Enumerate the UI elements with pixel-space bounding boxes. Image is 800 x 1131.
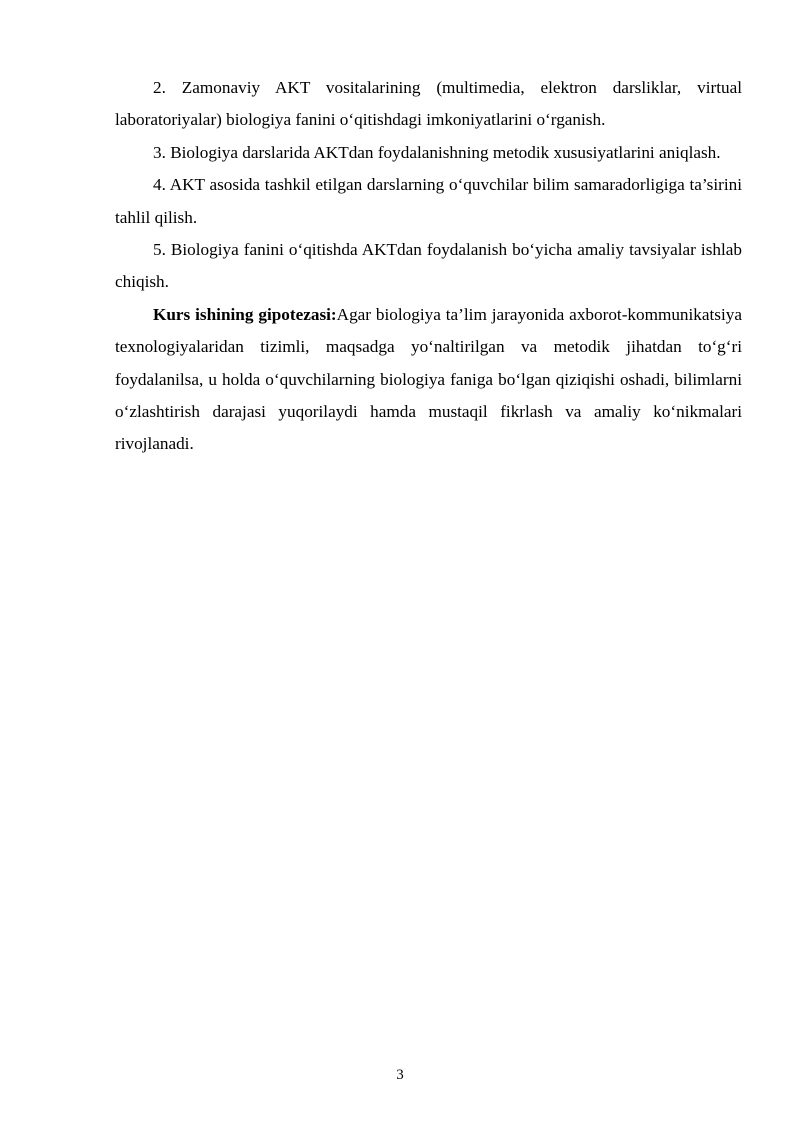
hypothesis-paragraph [115, 299, 742, 461]
hypothesis-label: Kurs ishining gipotezasi: [153, 304, 337, 324]
page-number: 3 [396, 1067, 404, 1083]
task-item-2: 2. Zamonaviy AKT vositalarining (multimedia, elektron darsliklar, virtual laboratoriyalar) biologiya fanini o‘qitishdagi imkoniyatlarini o‘rganish. [115, 78, 742, 130]
task-item-3: 3. Biologiya darslarida AKTdan foydalanishning metodik xususiyatlarini aniqlash. [153, 142, 721, 162]
body-text [115, 72, 742, 461]
hypothesis-text: Agar biologiya ta’lim jarayonida axborot-kommunikatsiya texnologiyalaridan tizimli, maqsadga yo‘naltirilgan va metodik jihatdan to‘g‘ri foydalanilsa, u holda o‘quvchilarning biologiya faniga bo‘lgan qiziqishi oshadi, bilimlarni o‘zlashtirish darajasi yuqorilaydi hamda mustaqil fikrlash va amaliy ko‘nikmalari rivojlanadi. [115, 304, 742, 454]
task-item-5: 5. Biologiya fanini o‘qitishda AKTdan foydalanish bo‘yicha amaliy tavsiyalar ishlab chiqish. [115, 240, 742, 292]
task-item-4: 4. AKT asosida tashkil etilgan darslarning o‘quvchilar bilim samaradorligiga ta’sirini tahlil qilish. [115, 175, 742, 227]
